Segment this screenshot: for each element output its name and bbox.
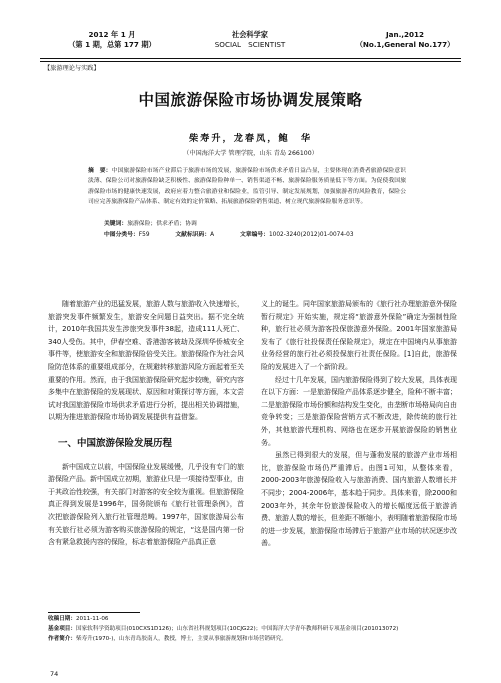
footnote-rule	[48, 612, 140, 613]
clc-group	[104, 232, 162, 238]
section-heading-1: 一、中国旅游保险发展历程	[58, 437, 173, 449]
header-rule-thick	[40, 58, 461, 59]
abstract-text: 中国旅游保险市场产业滞后于旅游市场的发展，旅游保险市场供求矛盾日益凸显，主要体现在消费者旅游保险意识淡薄、保险公司对旅游保险缺乏积极性、旅游保险险种单一、销售渠道不畅、旅游保险服务质量低下等方面。为促使我国旅游保险市场的健康快速发展，政府应着力整合旅游业和保险业，监管引导、制定发展规划，加强旅游者的风险教育，保险公司应完善旅游保险产品体系、制定有效的定价策略、拓展旅游保险销售渠道、树立现代旅游保险服务意识等。	[88, 168, 406, 206]
clc-label: 中图分类号：	[104, 232, 139, 238]
article-no-value: 1002-3240(2012)01-0074-03	[268, 232, 354, 238]
history-paragraph-cont: 义上的诞生。同年国家旅游局颁布的《旅行社办理旅游意外保险暂行规定》开始实施，规定将“旅游意外保险”确定为强制性险种，旅行社必须为游客投保旅游意外保险。2001年国家旅游局发布了《旅行社投保责任保险规定》，规定在中国境内从事旅游业务经营的旅行社必须投保旅行社责任保险。[1]自此，旅游保险的发展进入了一个新阶段。	[261, 300, 457, 371]
article-title: 中国旅游保险市场协调发展策略	[138, 90, 363, 109]
author-bio-line	[48, 634, 468, 644]
article-no-label: 文章编号：	[239, 232, 269, 238]
body-column-right	[261, 298, 457, 550]
section1-paragraph: 新中国成立以前，中国保险业发展缓慢，几乎没有专门的旅游保险产品。新中国成立初期，旅游业只是一项接待型事业，由于其政治性较强，有关部门对游客的安全较为重视。但旅游保险真正得到发展是1996年，国务院颁布《旅行社管理条例》，首次把旅游保险列入旅行社管理范畴。1997年，国家旅游局公布有关旅行社必须为游客购买旅游保险的规定，“这是国内第一份含有紧急救援内容的保险，标志着旅游保险产品真正意	[48, 462, 244, 547]
abstract	[88, 166, 406, 208]
received-line	[48, 614, 468, 624]
author-affiliation: （中国海洋大学 管理学院，山东 青岛 266100）	[183, 150, 318, 157]
keywords-text: 旅游保险；供求矛盾；协调	[127, 221, 197, 227]
issue-date-block	[52, 30, 172, 50]
page-number: 74	[50, 670, 59, 678]
journal-name-cn: 社会科学家	[232, 30, 268, 39]
fund-text: 国家软科学资助项目(010CXS1D126)；山东省社科规划项目(10CJG22)；中国海洋大学青年教师科研专项基金项目(201013072)	[75, 626, 399, 632]
lag-paragraph: 虽然已得到很大的发展，但与蓬勃发展的旅游产业市场相比，旅游保险市场仍严重滞后。由图1可知，从整体来看，2000-2003年旅游保险收入与旅游消费、国内旅游人数增长并不同步；2004-2006年，基本趋于同步。具体来看，除2000和2003年外，其余年份旅游保险收入的增长幅度远低于旅游消费、旅游人数的增长，但差距不断缩小，表明随着旅游保险市场的进一步发展，旅游保险市场滞后于旅游产业市场的状况逐步改善。	[261, 451, 457, 548]
header-rule-thin	[40, 61, 461, 62]
body-column-left	[48, 298, 244, 549]
intro-paragraph: 随着旅游产业的迅猛发展，旅游人数与旅游收入快速增长，旅游突发事件频繁发生，旅游安全问题日益突出。据不完全统计，2010年我国共发生涉旅突发事件38起，造成111人死亡、340人受伤。其中，伊春空难、香港游客被劫及深圳华侨城安全事件等，使旅游安全和旅游保险倍受关注。旅游保险作为社会风险防范体系的重要组成部分，在规避转移旅游风险方面起着至关重要的作用。然而，由于我国旅游保险研究起步较晚，研究内容多集中在旅游保险的发展现状、原因和对策探讨等方面，本文尝试对我国旅游保险市场供求矛盾进行分析，提出相关协调措施，以期为推进旅游保险市场协调发展提供有益借鉴。	[48, 300, 244, 422]
footnotes	[48, 614, 468, 644]
journal-name-block	[190, 30, 310, 50]
issue-number: （第 1 期，总第 177 期）	[68, 40, 156, 49]
fund-label: 基金项目：	[48, 626, 76, 632]
doc-code-group	[175, 232, 226, 238]
clc-value: F59	[138, 232, 150, 238]
issue-date: 2012 年 1 月	[88, 30, 136, 39]
author-bio-label: 作者简介：	[48, 636, 76, 642]
keywords-line	[104, 218, 404, 227]
issue-date-en: Jan.,2012	[385, 30, 425, 39]
abstract-label: 摘 要：	[88, 168, 112, 174]
doc-code-value: A	[210, 232, 215, 238]
keywords-label: 关键词：	[104, 221, 128, 227]
received-date: 2011-11-06	[75, 616, 109, 622]
author-bio-text: 柴寿升(1970-)，山东青岛胶南人，教授，博士，主要从事旅游规划和市场营销研究。	[75, 636, 287, 642]
column-tag: 【旅游理论与实践】	[44, 65, 100, 72]
issue-en-block	[345, 30, 465, 50]
received-label: 收稿日期：	[48, 616, 76, 622]
development-paragraph: 经过十几年发展，国内旅游保险得到了较大发展，具体表现在以下方面：一是旅游保险产品体系逐步健全，险种不断丰富；二是旅游保险市场份额和结构发生变化，由垄断市场格局向自由竞争转变；三是旅游保险营销方式不断改进，除传统的旅行社外，其他旅游代理机构、网络也在逐步开展旅游保险的销售业务。	[261, 375, 457, 447]
issue-number-en: （No.1,General No.177）	[355, 40, 455, 49]
classification-line	[104, 229, 434, 238]
article-no-group	[240, 232, 366, 238]
fund-line	[48, 624, 468, 634]
doc-code-label: 文献标识码：	[175, 232, 211, 238]
article-authors: 柴寿升，龙春凤，鲍 华	[188, 133, 313, 144]
journal-name-en: SOCIAL SCIENTIST	[214, 40, 286, 49]
